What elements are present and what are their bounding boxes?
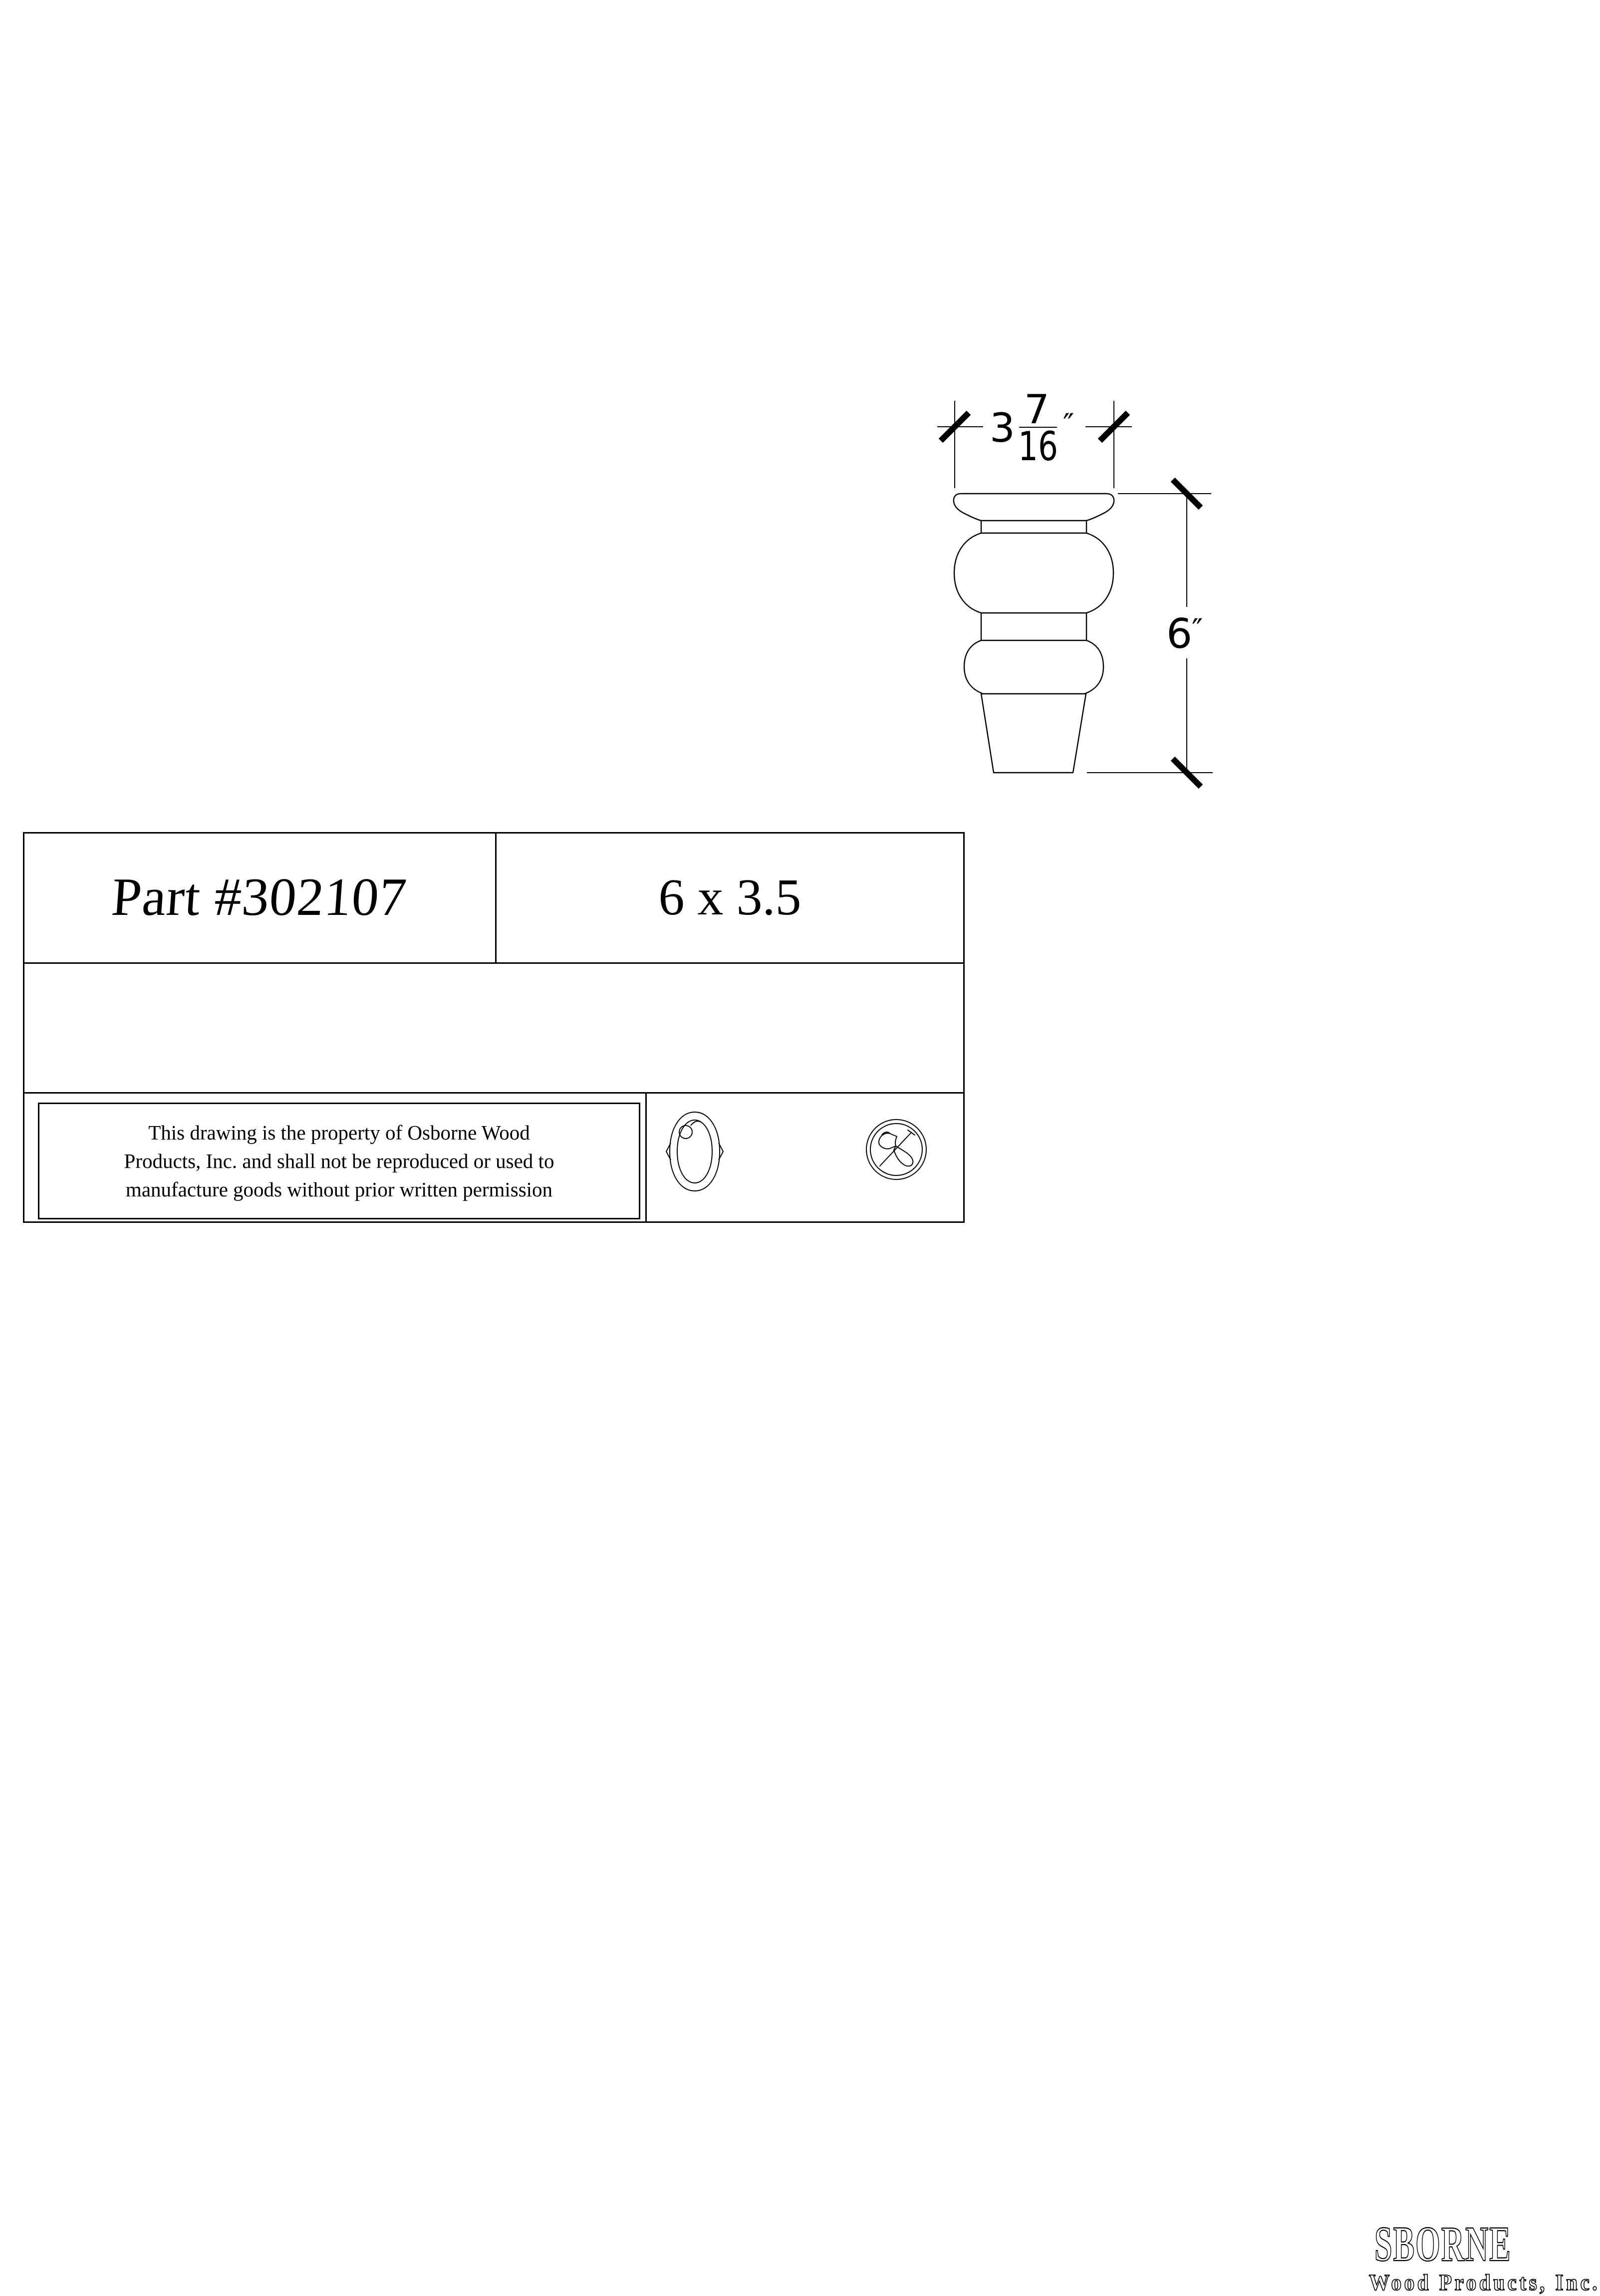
title-block-row1-divider xyxy=(23,962,965,964)
height-dimension xyxy=(1087,480,1213,787)
logo-name-text: SBORNE xyxy=(1374,2216,1512,2272)
legal-notice-box xyxy=(38,1103,640,1219)
width-dim-numerator: 7 xyxy=(1024,386,1050,433)
height-dim-value: 6 xyxy=(1166,610,1193,658)
logo-subtitle-text: Wood Products, Inc. xyxy=(1369,2270,1600,2295)
height-dim-unit: ″ xyxy=(1192,612,1203,647)
notice-line-1: This drawing is the property of Osborne Wood xyxy=(148,1121,530,1144)
size-cell xyxy=(495,832,965,962)
part-large-bulb xyxy=(954,533,1113,613)
part-cap xyxy=(954,494,1114,521)
part-number-label: Part #302107 xyxy=(109,867,409,927)
width-dim-unit: ″ xyxy=(1063,407,1074,442)
company-logo xyxy=(647,1092,1600,2295)
logo-ornate-o-icon xyxy=(666,1109,724,1194)
part-neck-fillet xyxy=(981,521,1086,533)
part-small-bulb xyxy=(964,640,1103,694)
part-middle-fillet xyxy=(981,613,1086,640)
size-label: 6 x 3.5 xyxy=(658,868,801,926)
width-dim-denominator: 16 xyxy=(1018,423,1058,470)
part-number-cell xyxy=(23,832,495,962)
notice-line-2: Products, Inc. and shall not be reproduced or used to xyxy=(124,1149,554,1172)
part-drawing xyxy=(923,384,1223,794)
logo-hammer-emblem-icon xyxy=(865,1118,928,1181)
width-dimension xyxy=(937,386,1132,488)
notice-line-3: manufacture goods without prior written permission xyxy=(125,1177,553,1201)
part-profile xyxy=(954,494,1114,773)
width-dim-whole: 3 xyxy=(990,405,1015,451)
part-foot-cone xyxy=(981,694,1086,773)
